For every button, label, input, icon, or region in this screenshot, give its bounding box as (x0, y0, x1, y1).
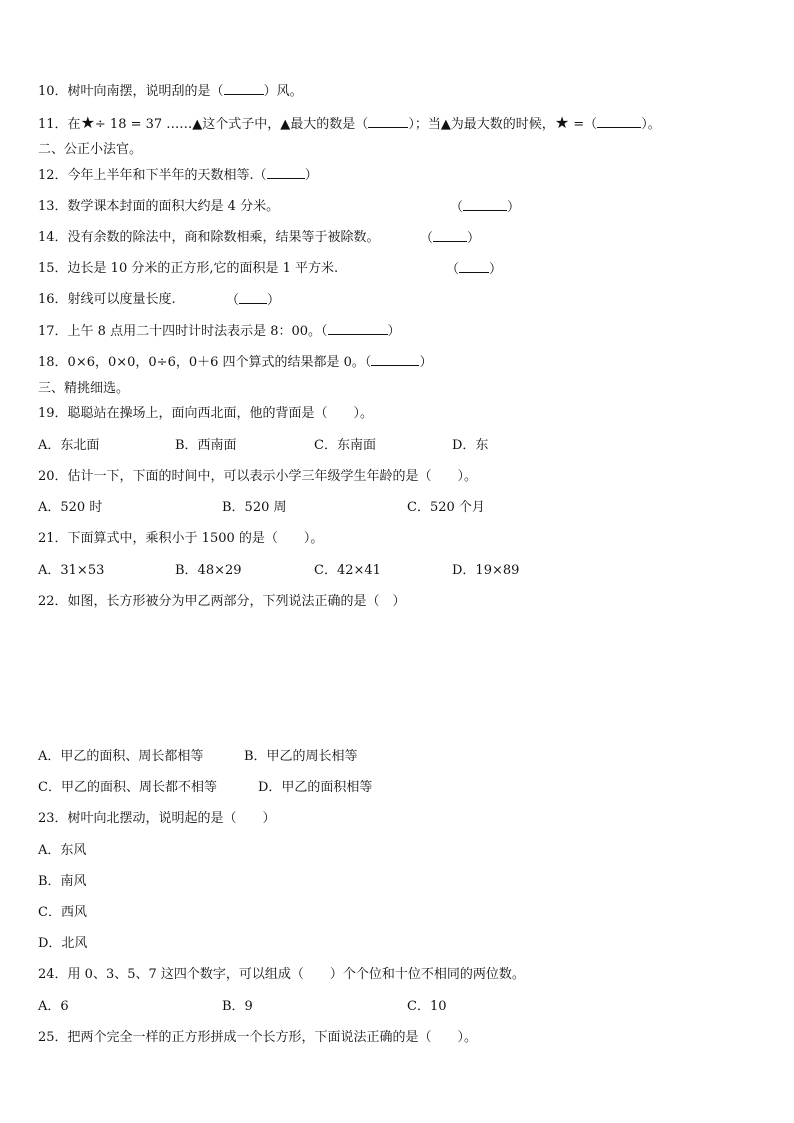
star-icon: ★ (80, 113, 95, 132)
option-d[interactable]: D．甲乙的面积相等 (258, 780, 373, 795)
star-icon: ★ (554, 113, 570, 132)
option-a[interactable]: A．520 时 (38, 500, 103, 515)
question-20: 20．估计一下，下面的时间中，可以表示小学三年级学生年龄的是（ ）。 (38, 469, 478, 484)
option-c[interactable]: C．甲乙的面积、周长都不相等 (38, 780, 217, 795)
option-b[interactable]: B．9 (222, 999, 253, 1014)
answer-blank[interactable] (224, 82, 264, 95)
option-d[interactable]: D．19×89 (452, 563, 520, 578)
question-23: 23．树叶向北摆动，说明起的是（ ） (38, 811, 276, 826)
option-b[interactable]: B．48×29 (175, 563, 242, 578)
question-24: 24．用 0、3、5、7 这四个数字，可以组成（ ）个个位和十位不相同的两位数。 (38, 967, 525, 982)
option-d[interactable]: D．东 (452, 438, 489, 453)
question-21: 21．下面算式中，乘积小于 1500 的是（ ）。 (38, 531, 324, 546)
option-c[interactable]: C．西风 (38, 905, 87, 920)
question-10: 10．树叶向南摆，说明刮的是（ ）风。 (38, 84, 303, 99)
section-heading-2: 二、公正小法官。 (38, 142, 143, 157)
option-a[interactable]: A．东北面 (38, 438, 100, 453)
option-a[interactable]: A．31×53 (38, 563, 105, 578)
question-11: 11．在★÷ 18 = 37 ……▲这个式子中，▲最大的数是（ ）；当▲为最大数的时候，★ =（ ）。 (38, 113, 661, 132)
judge-bracket: （ ） (226, 293, 281, 308)
option-d[interactable]: D．北风 (38, 936, 88, 951)
judge-bracket: （ ） (450, 200, 521, 215)
option-a[interactable]: A．6 (38, 999, 69, 1014)
question-12: 12．今年上半年和下半年的天数相等.（ ） (38, 168, 318, 183)
judge-bracket: （ ） (420, 231, 481, 246)
judge-bracket: （ ） (446, 262, 503, 277)
figure-area (38, 615, 758, 735)
option-b[interactable]: B．南风 (38, 874, 87, 889)
question-13: 13．数学课本封面的面积大约是 4 分米。 (38, 199, 280, 214)
question-25: 25．把两个完全一样的正方形拼成一个长方形，下面说法正确的是（ ）。 (38, 1030, 478, 1045)
answer-blank[interactable] (239, 291, 267, 304)
question-15: 15．边长是 10 分米的正方形,它的面积是 1 平方米. (38, 261, 339, 276)
answer-blank[interactable] (597, 115, 641, 128)
answer-blank[interactable] (371, 353, 419, 366)
option-b[interactable]: B．520 周 (222, 500, 287, 515)
answer-blank[interactable] (433, 229, 467, 242)
answer-blank[interactable] (463, 198, 507, 211)
question-17: 17．上午 8 点用二十四时计时法表示是 8：00。（ ） (38, 324, 401, 339)
question-14: 14．没有余数的除法中，商和除数相乘，结果等于被除数。 (38, 230, 380, 245)
question-19: 19．聪聪站在操场上，面向西北面，他的背面是（ ）。 (38, 406, 374, 421)
option-b[interactable]: B．西南面 (175, 438, 237, 453)
option-c[interactable]: C．42×41 (314, 563, 381, 578)
question-16: 16．射线可以度量长度. (38, 292, 176, 307)
option-c[interactable]: C．东南面 (314, 438, 376, 453)
answer-blank[interactable] (368, 115, 408, 128)
option-a[interactable]: A．东风 (38, 843, 87, 858)
option-a[interactable]: A．甲乙的面积、周长都相等 (38, 749, 204, 764)
answer-blank[interactable] (459, 260, 489, 273)
question-18: 18．0×6，0×0，0÷6，0＋6 四个算式的结果都是 0。（ ） (38, 355, 433, 370)
option-b[interactable]: B．甲乙的周长相等 (244, 749, 358, 764)
option-c[interactable]: C．520 个月 (407, 500, 485, 515)
answer-blank[interactable] (328, 322, 388, 335)
option-c[interactable]: C．10 (407, 999, 447, 1014)
section-heading-3: 三、精挑细选。 (38, 381, 130, 396)
answer-blank[interactable] (267, 166, 305, 179)
question-22: 22．如图，长方形被分为甲乙两部分，下列说法正确的是（ ） (38, 594, 406, 609)
